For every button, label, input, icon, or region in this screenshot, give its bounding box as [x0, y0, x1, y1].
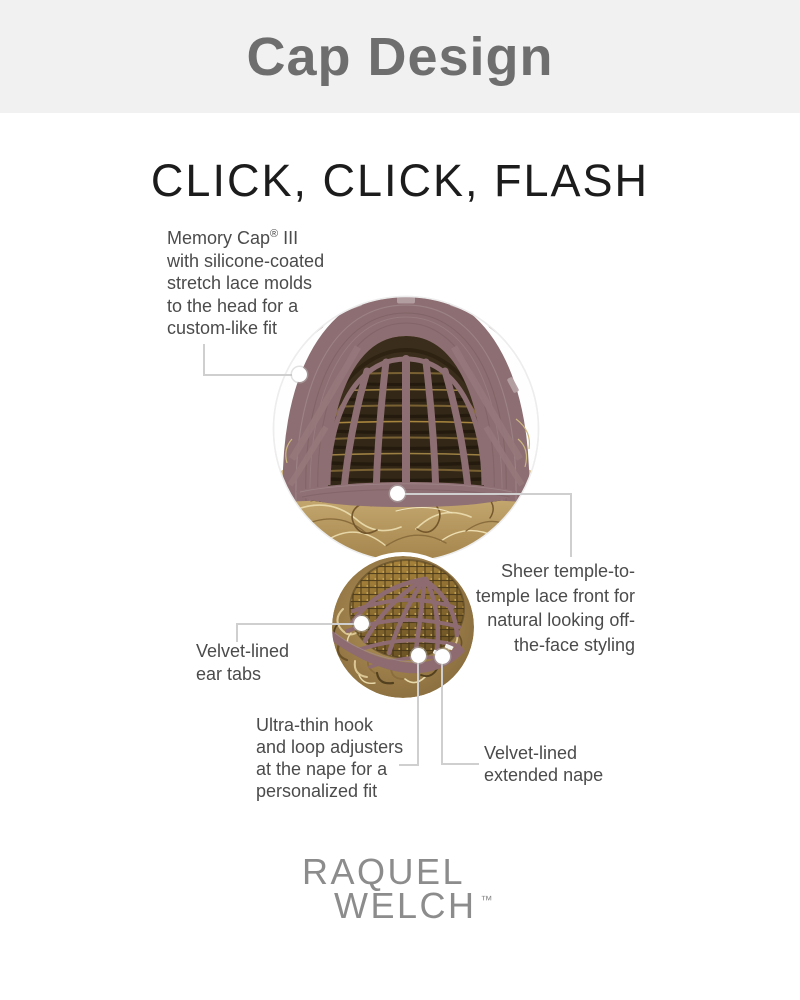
callout-line-memory-horizontal [203, 374, 295, 376]
callout-line-text: at the nape for a [256, 759, 388, 779]
header-banner [0, 0, 800, 113]
callout-line-text: natural looking off- [487, 610, 635, 630]
callout-line-memory-vertical [203, 344, 205, 376]
callout-line-text: ear tabs [196, 664, 262, 684]
callout-line-text: Ultra-thin hook [256, 715, 374, 735]
callout-hook-loop [256, 714, 416, 802]
callout-line-text: temple lace front for [475, 585, 635, 606]
callout-line-text: personalized fit [256, 781, 378, 801]
callout-line-text: with silicone-coated [167, 250, 325, 271]
hero-title: CLICK, CLICK, FLASH [150, 155, 650, 206]
callout-line-eartabs-horizontal [236, 623, 356, 625]
callout-line-sheer-vertical [570, 493, 572, 557]
callout-extended-nape [484, 742, 634, 786]
callout-line-nape-horizontal [441, 763, 479, 765]
callout-line-text: extended nape [484, 765, 604, 785]
callout-line-text: Velvet-lined [196, 641, 290, 661]
callout-line-text: the-face styling [513, 634, 635, 655]
callout-line-text: stretch lace molds [167, 273, 313, 293]
brand-logo-line2: WELCH ™ [334, 885, 493, 926]
callout-sheer-temple [443, 559, 635, 657]
trademark-symbol: ™ [480, 893, 493, 907]
callout-line-text: Sheer temple-to- [500, 561, 635, 581]
callout-ear-tabs [196, 640, 336, 686]
callout-dot-hook-loop [411, 648, 426, 663]
callout-memory-cap [167, 227, 342, 340]
callout-line-text: custom-like fit [167, 318, 278, 338]
callout-dot-ear-tabs [354, 616, 369, 631]
brand-logo-line1: RAQUEL [302, 851, 466, 892]
page-title: Cap Design [246, 26, 554, 87]
callout-line-nape-vertical [441, 664, 443, 765]
callout-line-text: to the head for a [167, 295, 299, 316]
callout-line-text: Velvet-lined [484, 743, 578, 763]
callout-dot-sheer-temple [390, 486, 405, 501]
callout-line-text: and loop adjusters [256, 737, 404, 757]
callout-line-text: Memory Cap® III [167, 228, 299, 248]
callout-line-sheer-horizontal [404, 493, 572, 495]
callout-dot-memory-cap [292, 367, 307, 382]
callout-line-hookloop-vertical [417, 662, 419, 766]
